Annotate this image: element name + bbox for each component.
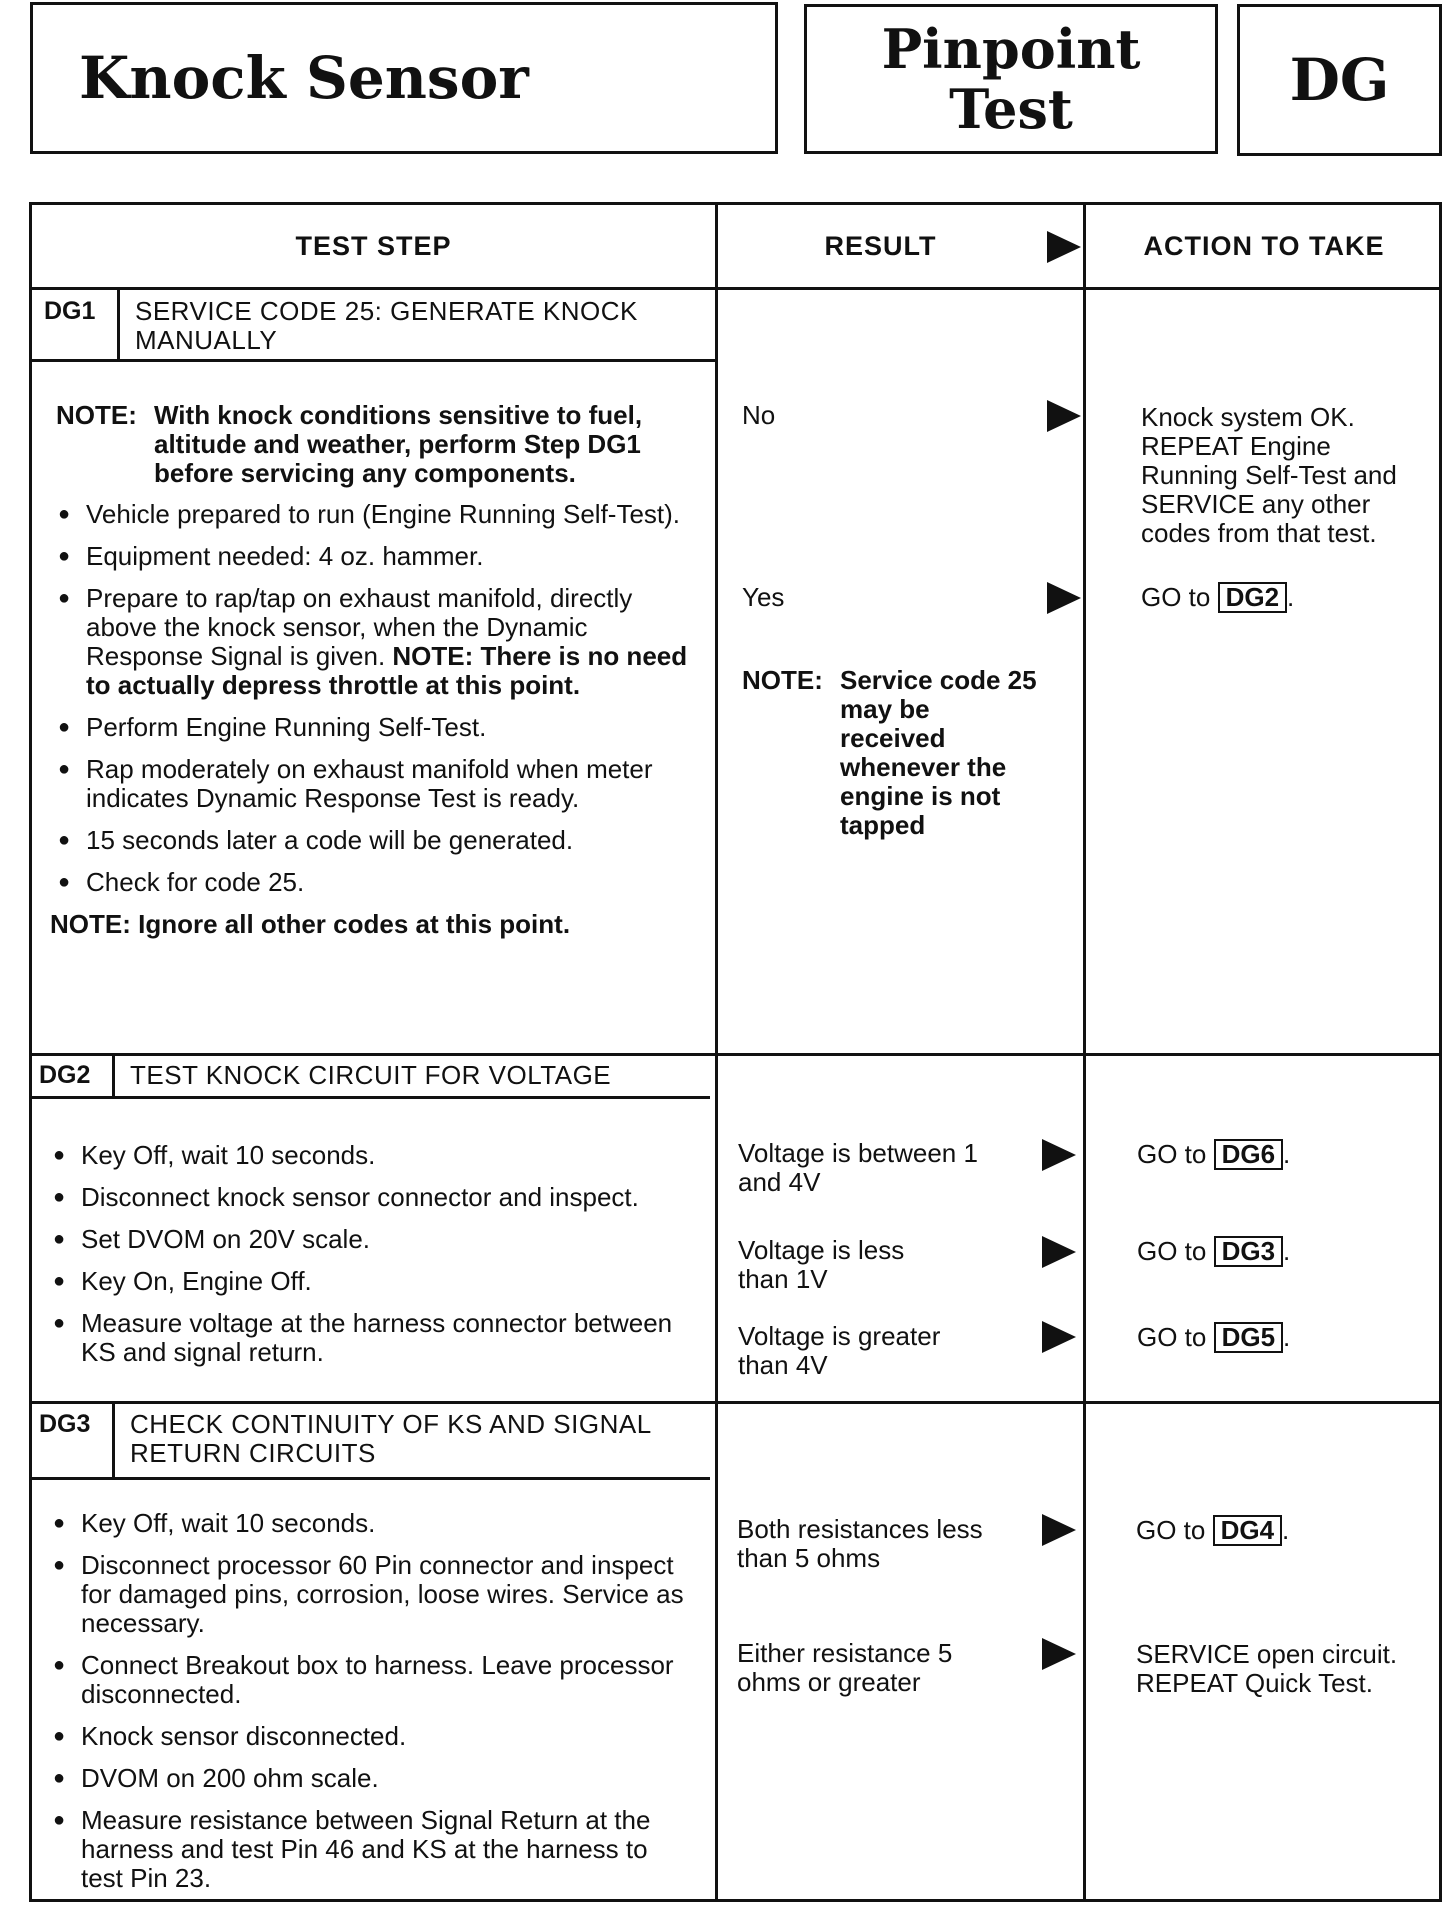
dg1-note: NOTE: With knock conditions sensitive to fuel, altitude and weather, perform Step DG1 before servicing any components. — [56, 400, 643, 488]
dg2-result-greater: Voltage is greater than 4V — [738, 1321, 941, 1380]
page-title-box — [30, 2, 778, 154]
dg1-id-divider — [117, 287, 120, 360]
dg3-action-less: GO to DG4 . — [1136, 1515, 1290, 1545]
list-item: ● Connect Breakout box to harness. Leave processor disconnected. — [51, 1651, 691, 1709]
dg1-note-ignore: NOTE: Ignore all other codes at this point. — [50, 909, 571, 939]
list-item: ● Prepare to rap/tap on exhaust manifold, directly above the knock sensor, when the Dynamic Response Signal is given. NOTE: There is no need to actually depress throttle at this point. — [56, 584, 706, 700]
dg3-result-greater: Either resistance 5 ohms or greater — [737, 1638, 953, 1697]
list-item: ● Set DVOM on 20V scale. — [51, 1225, 711, 1254]
dg3-action-greater: SERVICE open circuit. REPEAT Quick Test. — [1136, 1639, 1398, 1698]
column-header-action: ACTION TO TAKE — [1143, 231, 1385, 261]
dg1-section-divider — [32, 1053, 1442, 1056]
list-item: ● Measure voltage at the harness connector between KS and signal return. — [51, 1309, 711, 1367]
header-arrow-icon — [1047, 231, 1081, 268]
dg1-step-id: DG1 — [44, 297, 96, 325]
dg2-result-between: Voltage is between 1 and 4V — [738, 1138, 978, 1197]
goto-dg2-ref[interactable]: DG2 — [1218, 582, 1287, 613]
list-item: ● Measure resistance between Signal Return at the harness and test Pin 46 and KS at the harness to test Pin 23. — [51, 1806, 691, 1893]
list-item: ● Knock sensor disconnected. — [51, 1722, 691, 1751]
list-item: ● Key Off, wait 10 seconds. — [51, 1509, 691, 1538]
arrow-icon — [1042, 1139, 1076, 1176]
list-item: ● Perform Engine Running Self-Test. — [56, 713, 706, 742]
header-divider — [32, 287, 1442, 290]
dg2-action-greater: GO to DG5 . — [1137, 1322, 1291, 1352]
dg1-action-no: Knock system OK. REPEAT Engine Running Self-Test and SERVICE any other codes from that test. — [1141, 402, 1397, 548]
dg2-id-divider — [112, 1053, 115, 1097]
test-code: DG — [1289, 46, 1390, 114]
arrow-icon — [1047, 400, 1081, 437]
dg1-result-note: NOTE: Service code 25 may be received whenever the engine is not tapped — [742, 665, 1037, 840]
dg1-result-yes: Yes — [742, 582, 785, 612]
list-item: ● Vehicle prepared to run (Engine Running Self-Test). — [56, 500, 706, 529]
dg2-procedure — [51, 1141, 711, 1380]
dg3-step-id: DG3 — [39, 1410, 91, 1438]
goto-dg6-ref[interactable]: DG6 — [1214, 1139, 1283, 1170]
arrow-icon — [1047, 582, 1081, 619]
list-item: ● Disconnect processor 60 Pin connector and inspect for damaged pins, corrosion, loose wires. Service as necessary. — [51, 1551, 691, 1638]
dg2-step-title: TEST KNOCK CIRCUIT FOR VOLTAGE — [130, 1060, 612, 1090]
dg2-title-underline — [32, 1096, 710, 1099]
dg1-procedure — [50, 400, 706, 939]
dg3-step-title: CHECK CONTINUITY OF KS AND SIGNAL RETURN CIRCUITS — [130, 1409, 651, 1468]
dg2-step-id: DG2 — [39, 1061, 91, 1089]
test-code-box — [1237, 4, 1442, 156]
pinpoint-test-box — [804, 4, 1218, 154]
list-item: ● Check for code 25. — [56, 868, 706, 897]
pinpoint-label-line1: Pinpoint — [881, 17, 1141, 81]
dg2-bullet-list — [51, 1141, 711, 1367]
arrow-icon — [1042, 1638, 1076, 1675]
dg3-bullet-list — [51, 1509, 691, 1893]
dg1-result-no: No — [742, 400, 776, 430]
list-item: ● Rap moderately on exhaust manifold when meter indicates Dynamic Response Test is ready. — [56, 755, 706, 813]
dg2-result-less: Voltage is less than 1V — [738, 1235, 905, 1294]
arrow-icon — [1042, 1236, 1076, 1273]
arrow-icon — [1042, 1514, 1076, 1551]
list-item: ● 15 seconds later a code will be generated. — [56, 826, 706, 855]
goto-dg4-ref[interactable]: DG4 — [1213, 1515, 1282, 1546]
dg3-result-less: Both resistances less than 5 ohms — [737, 1514, 983, 1573]
dg2-action-less: GO to DG3 . — [1137, 1236, 1291, 1266]
dg3-title-underline — [32, 1477, 710, 1480]
dg2-section-divider — [32, 1401, 1442, 1404]
pinpoint-label-line2: Test — [949, 77, 1073, 141]
dg1-title-underline — [32, 359, 715, 362]
dg2-action-between: GO to DG6 . — [1137, 1139, 1291, 1169]
dg1-bullet-list — [56, 500, 706, 897]
list-item: ● DVOM on 200 ohm scale. — [51, 1764, 691, 1793]
list-item: ● Equipment needed: 4 oz. hammer. — [56, 542, 706, 571]
dg3-id-divider — [112, 1401, 115, 1478]
column-header-test-step: TEST STEP — [295, 231, 452, 261]
pinpoint-test-table — [29, 202, 1442, 1902]
list-item: ● Key On, Engine Off. — [51, 1267, 711, 1296]
dg1-action-yes: GO to DG2 . — [1141, 582, 1295, 612]
list-item: ● Key Off, wait 10 seconds. — [51, 1141, 711, 1170]
goto-dg3-ref[interactable]: DG3 — [1214, 1236, 1283, 1267]
column-header-result: RESULT — [824, 231, 937, 261]
goto-dg5-ref[interactable]: DG5 — [1214, 1322, 1283, 1353]
dg3-procedure — [51, 1509, 691, 1906]
page-title: Knock Sensor — [79, 44, 529, 112]
dg1-step-title: SERVICE CODE 25: GENERATE KNOCK MANUALLY — [135, 296, 638, 355]
arrow-icon — [1042, 1321, 1076, 1358]
list-item: ● Disconnect knock sensor connector and inspect. — [51, 1183, 711, 1212]
